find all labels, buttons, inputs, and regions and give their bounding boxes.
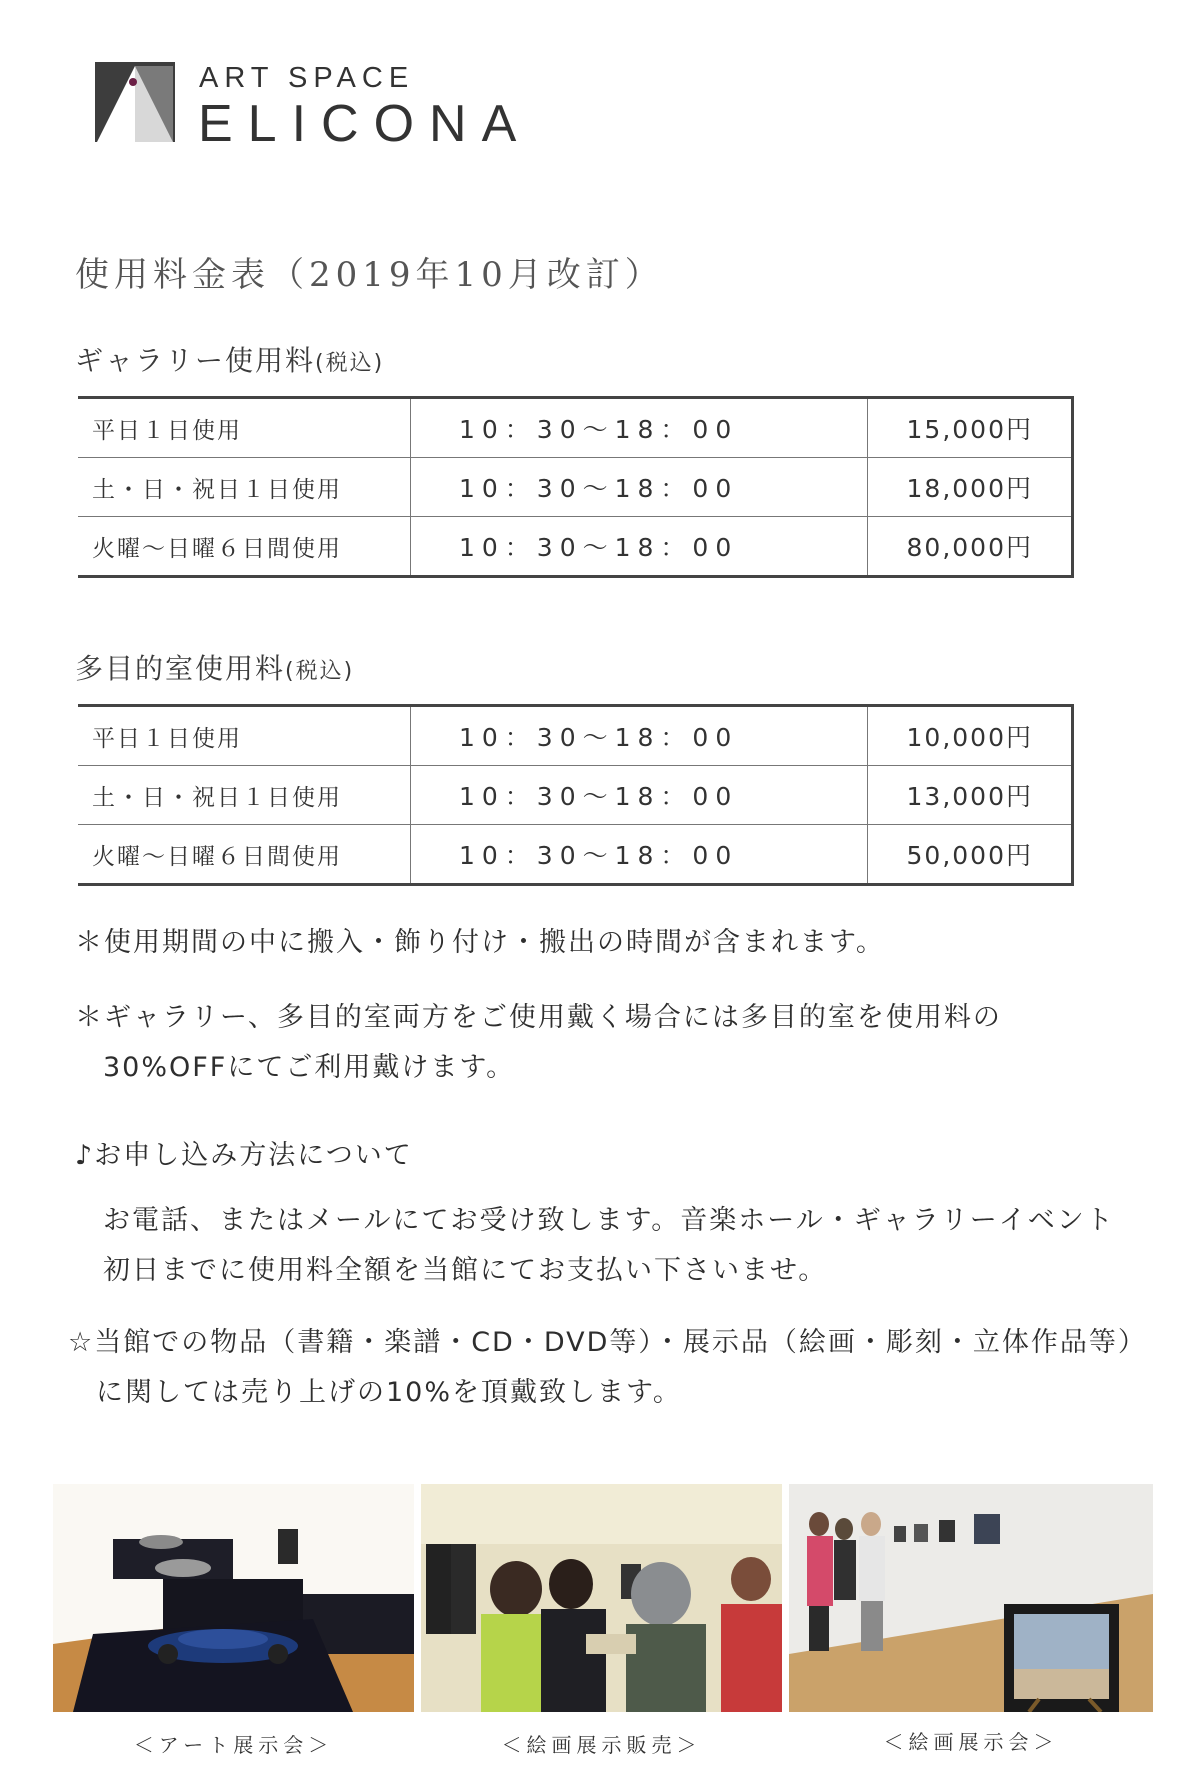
rate-label: 火曜〜日曜６日間使用 bbox=[78, 825, 411, 885]
table-row bbox=[78, 766, 1073, 825]
rate-price: 18,000円 bbox=[868, 458, 1073, 517]
rate-price: 13,000円 bbox=[868, 766, 1073, 825]
gallery-tax-note: (税込) bbox=[315, 351, 385, 376]
photo-painting-exhibition bbox=[789, 1484, 1153, 1712]
logo bbox=[95, 62, 532, 153]
sales-line1: ☆当館での物品（書籍・楽譜・CD・DVD等）・展示品（絵画・彫刻・立体作品等） bbox=[68, 1327, 1147, 1358]
gallery-section-title bbox=[75, 339, 384, 379]
multipurpose-tax-note: (税込) bbox=[285, 659, 355, 684]
gallery-title-text: ギャラリー使用料 bbox=[75, 344, 316, 377]
photo-strip bbox=[53, 1484, 1153, 1744]
photo-caption-art-exhibition: ＜アート展示会＞ bbox=[133, 1733, 334, 1757]
rate-price: 80,000円 bbox=[906, 533, 1033, 562]
sales-note bbox=[68, 1318, 1147, 1418]
rate-time: 10：30〜18：00 bbox=[411, 766, 868, 825]
application-body bbox=[75, 1196, 1115, 1296]
rate-label: 平日１日使用 bbox=[78, 398, 411, 458]
table-row bbox=[78, 398, 1073, 458]
photo-caption-painting-sale: ＜絵画展示販売＞ bbox=[501, 1733, 702, 1757]
art-exhibition-image bbox=[53, 1484, 414, 1712]
logo-subtitle: ART SPACE bbox=[199, 62, 415, 94]
rate-time: 10：30〜18：00 bbox=[411, 458, 868, 517]
multipurpose-rate-table bbox=[78, 704, 1074, 886]
rate-price: 10,000円 bbox=[868, 706, 1073, 766]
sales-line2: に関しては売り上げの10%を頂戴致します。 bbox=[96, 1377, 682, 1408]
elicona-logo-mark bbox=[95, 62, 175, 142]
table-row bbox=[78, 458, 1073, 517]
photo-caption-painting-exhibition: ＜絵画展示会＞ bbox=[883, 1730, 1059, 1754]
application-line2: 初日までに使用料全額を当館にてお支払い下さいませ。 bbox=[103, 1255, 828, 1286]
painting-sale-image bbox=[421, 1484, 782, 1712]
table-row bbox=[78, 825, 1073, 885]
application-line1: お電話、またはメールにてお受け致します。音楽ホール・ギャラリーイベント bbox=[103, 1205, 1115, 1236]
rate-time: 10：30〜18：00 bbox=[411, 706, 868, 766]
rate-label: 平日１日使用 bbox=[78, 706, 411, 766]
note-discount bbox=[75, 993, 1002, 1093]
note-period: ＊使用期間の中に搬入・飾り付け・搬出の時間が含まれます。 bbox=[75, 927, 885, 958]
rate-time: 10：30〜18：00 bbox=[411, 517, 868, 577]
table-row bbox=[78, 517, 1073, 577]
application-heading: ♪お申し込み方法について bbox=[75, 1140, 413, 1171]
gallery-rate-table bbox=[78, 396, 1074, 578]
photo-art-exhibition bbox=[53, 1484, 414, 1712]
table-row bbox=[78, 706, 1073, 766]
painting-exhibition-image bbox=[789, 1484, 1153, 1712]
multipurpose-section-title bbox=[75, 647, 354, 687]
rate-time: 10：30〜18：00 bbox=[411, 825, 868, 885]
rate-price: 15,000円 bbox=[868, 398, 1073, 458]
page-title: 使用料金表（2019年10月改訂） bbox=[75, 255, 664, 295]
note-discount-line2: 30%OFFにてご利用戴けます。 bbox=[103, 1052, 516, 1083]
rate-label: 火曜〜日曜６日間使用 bbox=[78, 517, 411, 577]
rate-time: 10：30〜18：00 bbox=[411, 398, 868, 458]
multipurpose-title-text: 多目的室使用料 bbox=[75, 652, 286, 685]
note-discount-line1: ＊ギャラリー、多目的室両方をご使用戴く場合には多目的室を使用料の bbox=[75, 1002, 1002, 1033]
photo-painting-sale bbox=[421, 1484, 782, 1712]
rate-label: 土・日・祝日１日使用 bbox=[78, 766, 411, 825]
logo-name: ELICONA bbox=[198, 95, 532, 153]
rate-label: 土・日・祝日１日使用 bbox=[78, 458, 411, 517]
rate-price: 50,000円 bbox=[906, 841, 1033, 870]
